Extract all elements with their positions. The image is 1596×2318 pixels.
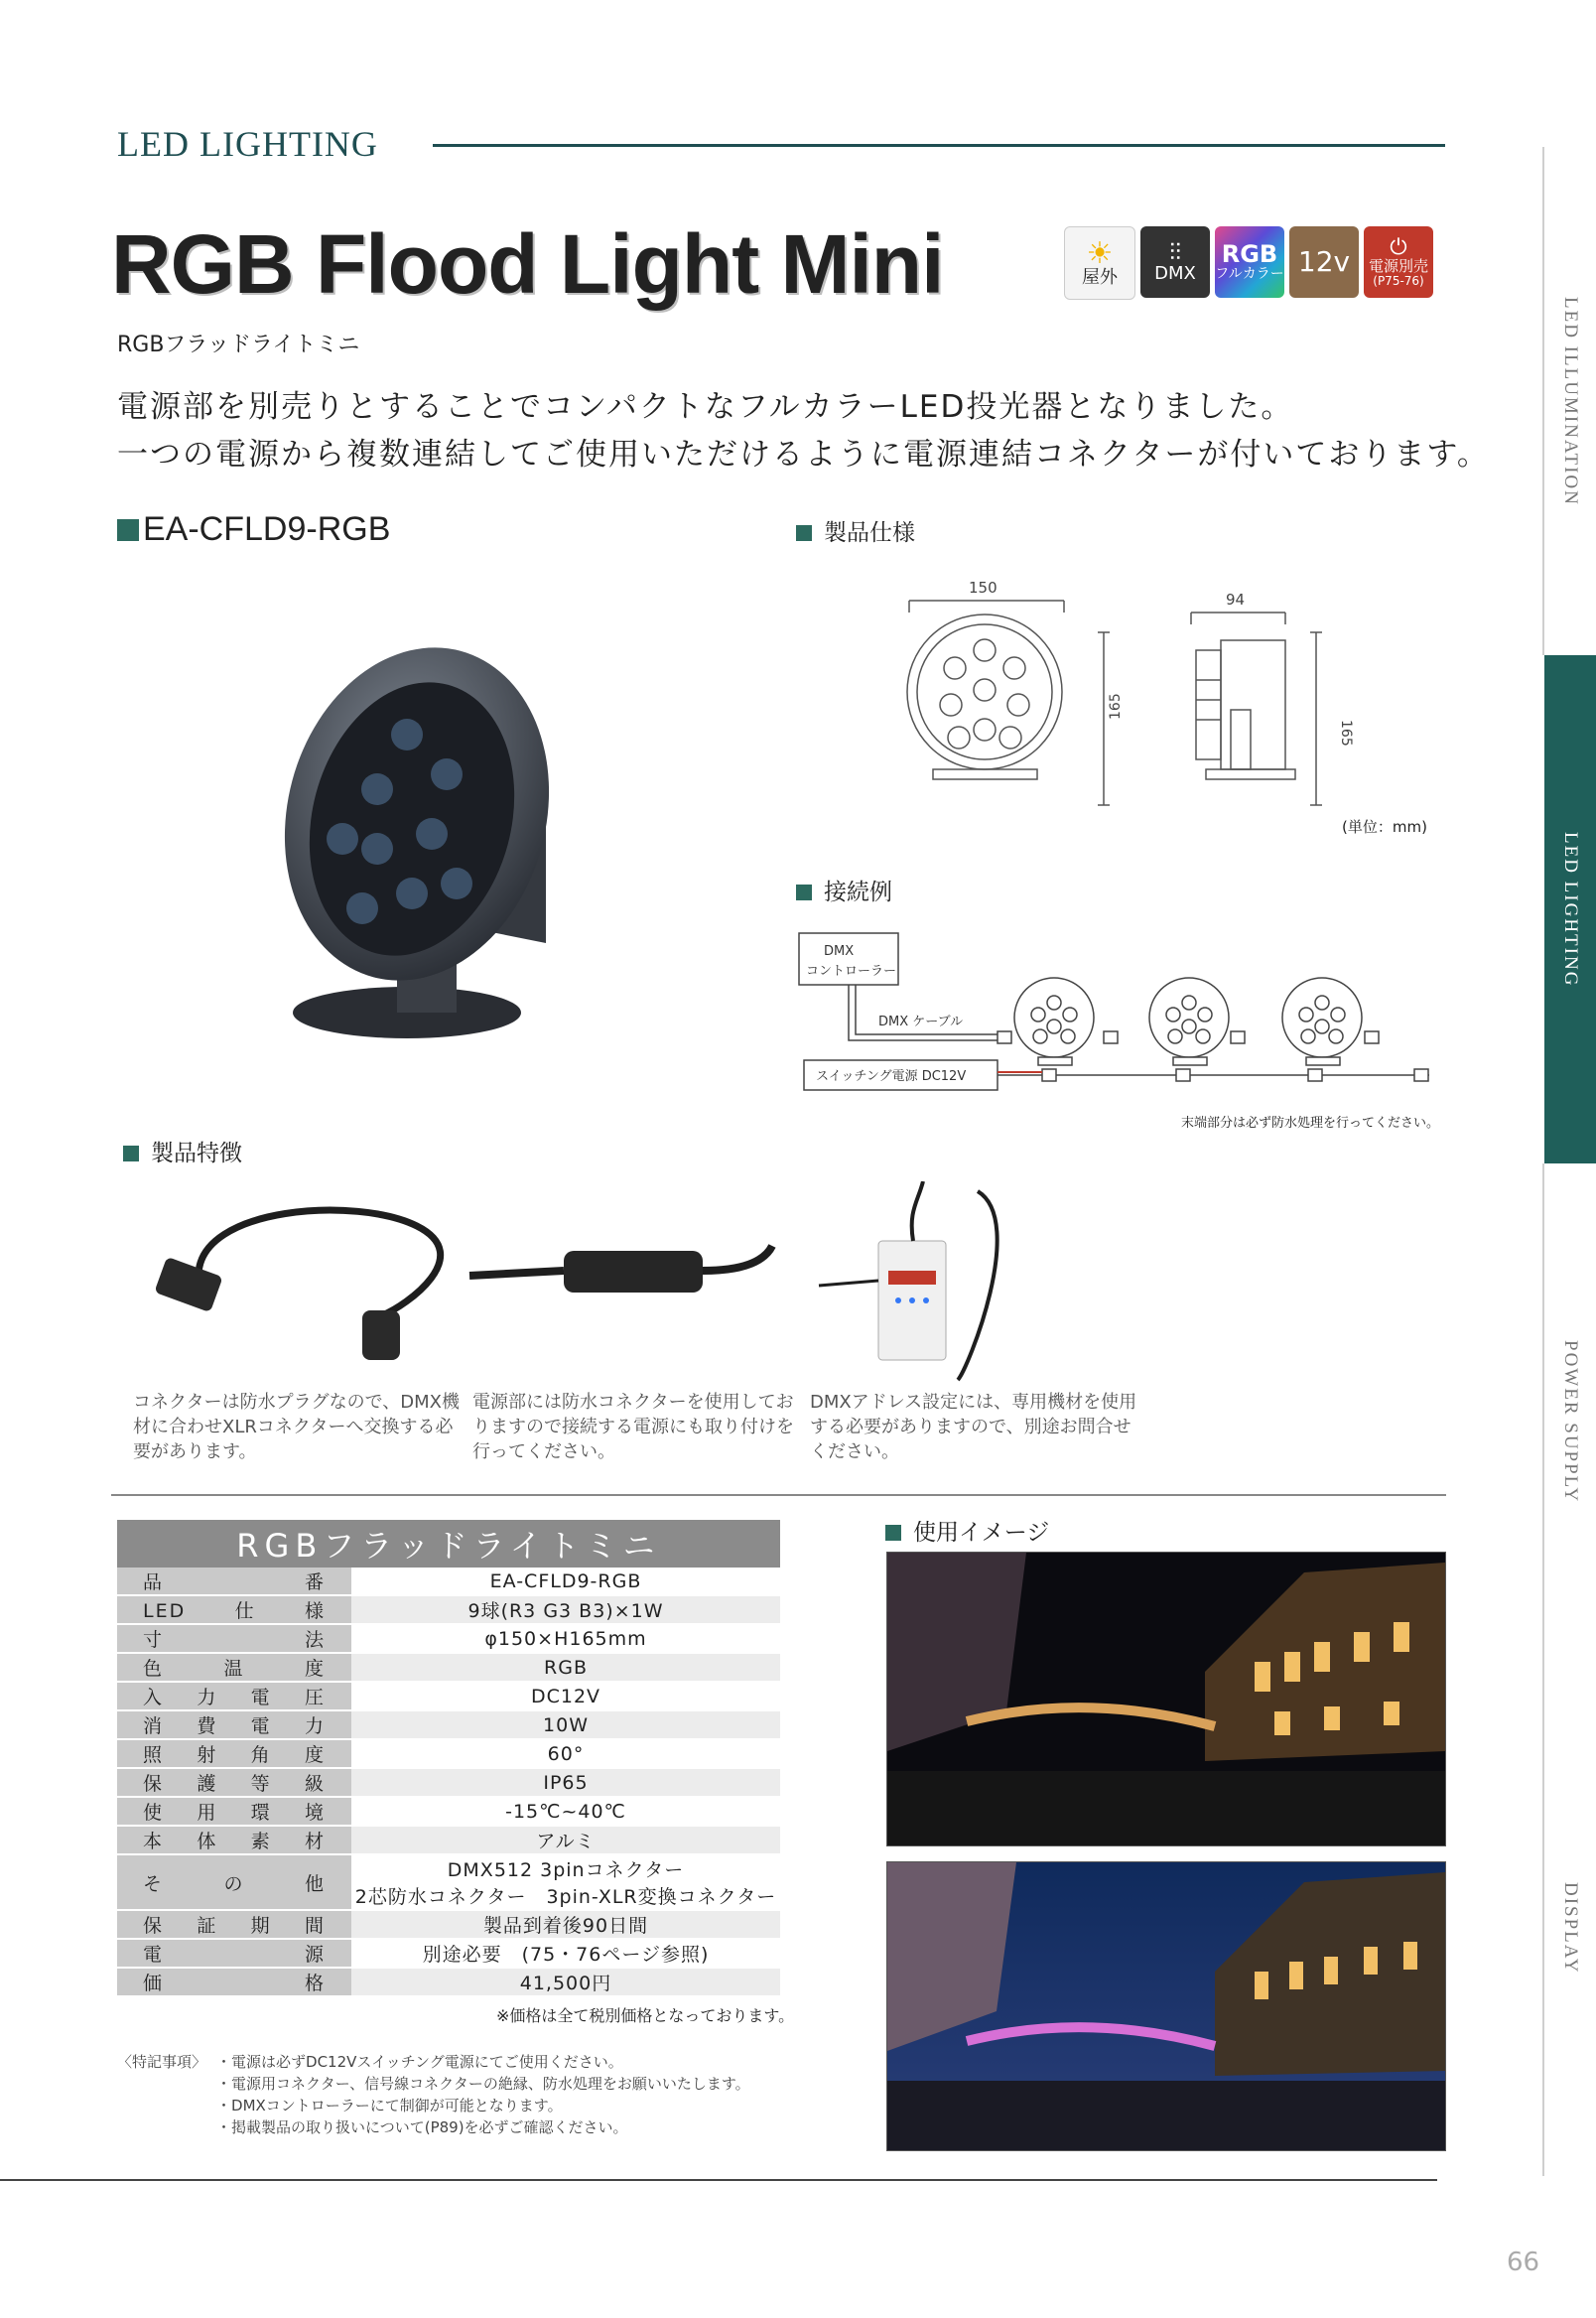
table-row (117, 1710, 780, 1739)
spec-key: 本体素材 (117, 1826, 351, 1854)
controller-label-1: DMX (824, 944, 855, 959)
spec-value: 9球(R3 G3 B3)×1W (351, 1595, 780, 1624)
dmx-badge (1140, 226, 1210, 298)
section-divider (111, 1494, 1446, 1496)
spec-key: 保護等級 (117, 1768, 351, 1797)
feature-caption-2: 電源部には防水コネクターを使用しておりますので接続する電源にも取り付けを行ってください。 (472, 1392, 794, 1462)
page-number: 66 (1507, 2248, 1540, 2277)
dmx-label: DMX (1154, 263, 1196, 285)
square-bullet-icon (885, 1525, 901, 1541)
feature-badges (1064, 226, 1433, 300)
spec-key: 消費電力 (117, 1710, 351, 1739)
spec-value: φ150×H165mm (351, 1624, 780, 1653)
table-row (117, 1939, 780, 1968)
power-ref-label: (P75-76) (1373, 274, 1424, 289)
table-row (117, 1682, 780, 1710)
controller-label-2: コントローラー (806, 964, 897, 979)
model-number: EA-CFLD9-RGB (143, 510, 391, 548)
note-item: ・掲載製品の取り扱いについて(P89)を必ずご確認ください。 (216, 2118, 628, 2136)
slider-icon: ⫶⫶ (1169, 237, 1181, 266)
sidetab-display[interactable]: DISPLAY (1542, 1680, 1596, 2176)
spec-value: -15℃~40℃ (351, 1797, 780, 1826)
table-row (117, 1826, 780, 1854)
waterproof-note: 末端部分は必ず防水処理を行ってください。 (1181, 1116, 1440, 1131)
power-label: 電源別売 (1368, 257, 1428, 276)
features-section-heading (123, 1135, 242, 1167)
spec-value-line-2: 2芯防水コネクター 3pin-XLR変換コネクター (354, 1886, 777, 1908)
power-supply-label: スイッチング電源 DC12V (816, 1069, 967, 1084)
category-rule (433, 144, 1445, 147)
table-row (117, 1968, 780, 1996)
rgb-label: RGB (1221, 240, 1278, 269)
feature-caption-3: DMXアドレス設定には、専用機材を使用する必要がありますので、別途お問合せください。 (810, 1392, 1137, 1462)
table-row (117, 1595, 780, 1624)
spec-key: 寸法 (117, 1624, 351, 1653)
page-title: RGB Flood Light Mini (111, 217, 944, 311)
category-label: LED LIGHTING (117, 124, 378, 164)
feature-caption-1: コネクターは防水プラグなので、DMX機材に合わせXLRコネクターへ交換する必要があります。 (133, 1392, 460, 1462)
spec-key: 入力電圧 (117, 1682, 351, 1710)
table-row (117, 1739, 780, 1768)
notes-label: 〈特記事項〉 (117, 2053, 207, 2071)
spec-value-line-1: DMX512 3pinコネクター (447, 1859, 685, 1881)
table-row (117, 1768, 780, 1797)
spec-key: 照射角度 (117, 1739, 351, 1768)
dimension-drawing (893, 571, 1370, 814)
xlr-cable-photo (139, 1186, 447, 1375)
usage-photo-dusk (886, 1861, 1446, 2151)
sidetab-power-supply[interactable]: POWER SUPPLY (1542, 1163, 1596, 1680)
note-item: ・電源用コネクター、信号線コネクターの絶縁、防水処理をお願いいたします。 (216, 2075, 750, 2093)
spec-value: RGB (351, 1653, 780, 1682)
tax-note: ※価格は全て税別価格となっております。 (496, 2006, 795, 2025)
cable-label: DMX ケーブル (878, 1015, 964, 1029)
square-bullet-icon (796, 525, 812, 541)
page-subtitle: RGBフラッドライトミニ (117, 333, 360, 357)
spec-table (117, 1520, 780, 1997)
spec-value: 41,500円 (351, 1968, 780, 1996)
product-photo (248, 606, 615, 1052)
lead-line-2: 一つの電源から複数連結してご使用いただけるように電源連結コネクターが付いております。 (117, 437, 1490, 473)
spec-value: アルミ (351, 1826, 780, 1854)
spec-value: 60° (351, 1739, 780, 1768)
table-row (117, 1624, 780, 1653)
dmx-address-tool-photo (809, 1181, 1087, 1390)
usage-section-heading (885, 1514, 1049, 1547)
spec-table-title: RGBフラッドライトミニ (117, 1520, 780, 1568)
spec-section-heading (796, 514, 915, 547)
dim-depth-label: 94 (1226, 591, 1246, 609)
spec-key: 使用環境 (117, 1797, 351, 1826)
table-row (117, 1568, 780, 1595)
spec-key: その他 (117, 1854, 351, 1910)
spec-key: 電源 (117, 1939, 351, 1968)
dim-height-side-label: 165 (1338, 720, 1354, 747)
spec-value: EA-CFLD9-RGB (351, 1568, 780, 1595)
lead-line-1: 電源部を別売りとすることでコンパクトなフルカラーLED投光器となりました。 (117, 389, 1294, 425)
rgb-badge (1215, 226, 1284, 298)
connection-section-title: 接続例 (824, 880, 892, 905)
plug-icon: ⏻ (1390, 235, 1407, 261)
rgb-sub-label: フルカラー (1215, 266, 1284, 283)
footer-rule (0, 2179, 1437, 2181)
unit-label: (単位：mm) (1342, 818, 1427, 836)
square-bullet-icon (117, 519, 139, 541)
table-row (117, 1797, 780, 1826)
spec-value: 別途必要 (75・76ページ参照) (351, 1939, 780, 1968)
table-row (117, 1653, 780, 1682)
spec-key: 保証期間 (117, 1910, 351, 1939)
lead-text (117, 383, 1490, 478)
spec-key: 品番 (117, 1568, 351, 1595)
dim-width-label: 150 (969, 579, 998, 597)
sidetab-led-illumination[interactable]: LED ILLUMINATION (1542, 147, 1596, 655)
note-item: ・DMXコントローラーにて制御が可能となります。 (216, 2097, 563, 2114)
spec-value: 10W (351, 1710, 780, 1739)
usage-section-title: 使用イメージ (913, 1520, 1050, 1546)
spec-section-title: 製品仕様 (824, 520, 915, 546)
connection-section-heading (796, 874, 892, 906)
features-section-title: 製品特徴 (151, 1141, 242, 1166)
table-row (117, 1854, 780, 1910)
notes-list (216, 2051, 750, 2138)
sidetab-led-lighting[interactable]: LED LIGHTING (1544, 655, 1596, 1163)
model-heading (117, 510, 390, 549)
spec-key: LED仕様 (117, 1595, 351, 1624)
voltage-badge: 12v (1289, 226, 1359, 298)
special-notes (117, 2051, 750, 2138)
spec-key: 価格 (117, 1968, 351, 1996)
spec-value (351, 1854, 780, 1910)
connection-diagram (794, 923, 1439, 1102)
outdoor-label: 屋外 (1082, 267, 1118, 289)
usage-photo-night (886, 1552, 1446, 1846)
sun-icon: ☀ (1086, 235, 1114, 271)
power-badge (1364, 226, 1433, 298)
spec-key: 色温度 (117, 1653, 351, 1682)
note-item: ・電源は必ずDC12Vスイッチング電源にてご使用ください。 (216, 2053, 623, 2071)
square-bullet-icon (123, 1146, 139, 1161)
spec-value: IP65 (351, 1768, 780, 1797)
outdoor-badge (1064, 226, 1135, 300)
spec-value: 製品到着後90日間 (351, 1910, 780, 1939)
spec-value: DC12V (351, 1682, 780, 1710)
waterproof-connector-photo (465, 1216, 782, 1335)
table-row (117, 1910, 780, 1939)
dim-height-front-label: 165 (1108, 693, 1124, 720)
square-bullet-icon (796, 885, 812, 900)
